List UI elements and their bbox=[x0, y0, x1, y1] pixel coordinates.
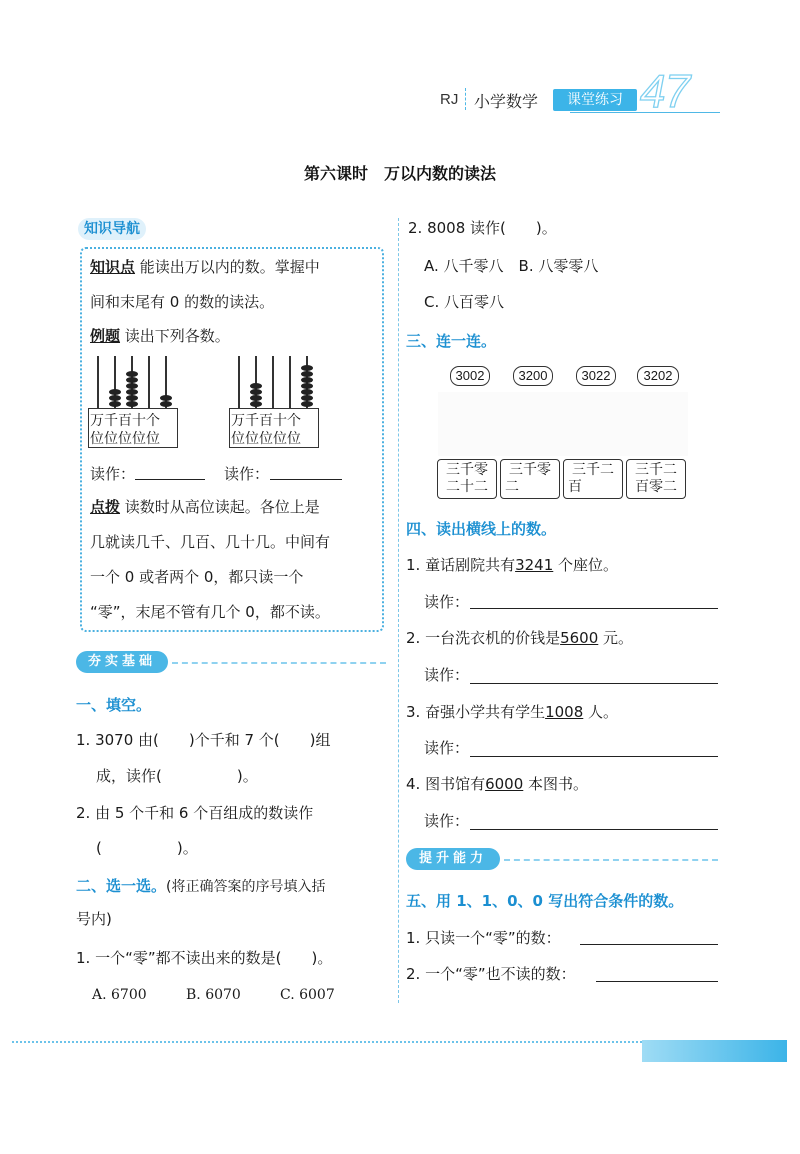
section1-q1-line2: 成，读作( )。 bbox=[96, 767, 258, 785]
section4-item-2 bbox=[406, 628, 633, 648]
connect-reading-4[interactable] bbox=[626, 459, 686, 499]
section2-q2: 2. 8008 读作( )。 bbox=[408, 219, 557, 237]
section4-item-1 bbox=[406, 555, 618, 575]
knowledge-point-text-1: 能读出万以内的数。掌握中 bbox=[139, 258, 320, 276]
example-text: 读出下列各数。 bbox=[124, 327, 230, 345]
section4-answer-line-4[interactable] bbox=[470, 829, 718, 830]
tip-text-1: 读数时从高位读起。各位上是 bbox=[124, 498, 320, 516]
connect-reading-1-line2: 二十二 bbox=[446, 479, 488, 495]
abacus-1-place-labels-top: 万千百十个 bbox=[90, 413, 160, 429]
section2-q2-options-line1: A. 八千零八 B. 八零零八 bbox=[424, 257, 599, 275]
read-label-1: 读作： bbox=[90, 465, 136, 483]
knowledge-point-line-1 bbox=[90, 257, 320, 277]
advance-band bbox=[406, 848, 720, 870]
subject-label: 小学数学 bbox=[474, 92, 539, 111]
section4-answer-line-2[interactable] bbox=[470, 683, 718, 684]
advance-band-dash bbox=[504, 859, 718, 861]
section4-read-label-2: 读作： bbox=[424, 666, 470, 684]
connect-reading-4-line1: 三千二 bbox=[635, 462, 677, 478]
read-answer-blank-2[interactable] bbox=[270, 464, 342, 480]
knowledge-nav-label: 知识导航 bbox=[78, 218, 146, 240]
read-answer-blank-1[interactable] bbox=[135, 464, 205, 480]
section4-item-1-number: 3241 bbox=[515, 556, 554, 574]
connect-reading-2-line1: 三千零 bbox=[509, 462, 551, 478]
basic-band-dash bbox=[172, 662, 386, 664]
connect-reading-3-line1: 三千二 bbox=[572, 462, 614, 478]
section4-item-1-pre: 1. 童话剧院共有 bbox=[406, 556, 516, 574]
connect-reading-2-line2: 二 bbox=[505, 479, 519, 495]
section5-title: 五、用 1、1、0、0 写出符合条件的数。 bbox=[406, 892, 684, 910]
connect-reading-2[interactable] bbox=[500, 459, 560, 499]
section4-item-1-post: 个座位。 bbox=[553, 556, 619, 574]
section1-title: 一、填空。 bbox=[76, 696, 152, 714]
section4-item-3-number: 1008 bbox=[545, 703, 584, 721]
footer-bar bbox=[642, 1040, 787, 1062]
section5-answer-line-2[interactable] bbox=[596, 981, 718, 982]
section4-read-label-4: 读作： bbox=[424, 812, 470, 830]
page-title: 第六课时 万以内数的读法 bbox=[303, 164, 496, 183]
section4-item-2-number: 5600 bbox=[560, 629, 599, 647]
abacus-1 bbox=[88, 356, 178, 448]
read-label-2: 读作： bbox=[224, 465, 270, 483]
section4-item-3-pre: 3. 奋强小学共有学生 bbox=[406, 703, 546, 721]
section2-title-line bbox=[76, 875, 325, 897]
abacus-2-place-labels-top: 万千百十个 bbox=[231, 413, 301, 429]
example-line bbox=[90, 326, 230, 346]
connect-number-3[interactable]: 3022 bbox=[576, 366, 616, 386]
connect-reading-3-line2: 百 bbox=[568, 479, 582, 495]
connect-number-1[interactable]: 3002 bbox=[450, 366, 490, 386]
section4-title: 四、读出横线上的数。 bbox=[406, 520, 557, 538]
connect-reading-1-line1: 三千零 bbox=[446, 462, 488, 478]
section1-q1-line1: 1. 3070 由( )个千和 7 个( )组 bbox=[76, 731, 331, 749]
section5-answer-line-1[interactable] bbox=[580, 944, 718, 945]
section5-q2: 2. 一个“零”也不读的数： bbox=[406, 965, 576, 983]
section4-item-2-post: 元。 bbox=[598, 629, 634, 647]
tip-label: 点拨 bbox=[90, 498, 121, 516]
section2-q1-option-a: A. 6700 bbox=[92, 987, 147, 1003]
section2-q1-option-c: C. 6007 bbox=[280, 987, 335, 1003]
section2-q1: 1. 一个“零”都不读出来的数是( )。 bbox=[76, 949, 333, 967]
tip-line-1 bbox=[90, 497, 320, 517]
connect-number-4[interactable]: 3202 bbox=[637, 366, 679, 386]
footer-dashed-line bbox=[12, 1041, 642, 1043]
section2-q2-options-line2: C. 八百零八 bbox=[424, 293, 505, 311]
section5-q1: 1. 只读一个“零”的数： bbox=[406, 929, 561, 947]
connect-reading-1[interactable] bbox=[437, 459, 497, 499]
connect-reading-4-line2: 百零二 bbox=[635, 479, 677, 495]
section4-item-4 bbox=[406, 774, 588, 794]
section4-answer-line-3[interactable] bbox=[470, 756, 718, 757]
example-label: 例题 bbox=[90, 327, 121, 345]
section1-q2-line1: 2. 由 5 个千和 6 个百组成的数读作 bbox=[76, 804, 314, 822]
connect-area[interactable] bbox=[438, 392, 688, 456]
lesson-tag: 课堂练习 bbox=[553, 89, 637, 111]
header-divider bbox=[465, 88, 466, 110]
header-underline bbox=[570, 112, 720, 113]
section4-item-4-post: 本图书。 bbox=[523, 775, 589, 793]
connect-reading-3[interactable] bbox=[563, 459, 623, 499]
abacus-2-place-labels-bottom: 位位位位位 bbox=[231, 431, 301, 447]
section2-title: 二、选一选。 bbox=[76, 877, 167, 895]
tip-text-2: 几就读几千、几百、几十几。中间有 bbox=[90, 533, 331, 551]
section4-read-label-1: 读作： bbox=[424, 593, 470, 611]
section4-item-2-pre: 2. 一台洗衣机的价钱是 bbox=[406, 629, 561, 647]
knowledge-point-label: 知识点 bbox=[90, 258, 136, 276]
section2-note-line2: 号内) bbox=[76, 910, 112, 928]
column-divider bbox=[398, 218, 399, 1003]
section4-item-3-post: 人。 bbox=[583, 703, 619, 721]
advance-band-chip: 提升能力 bbox=[406, 848, 500, 870]
section4-item-4-pre: 4. 图书馆有 bbox=[406, 775, 486, 793]
section4-item-4-number: 6000 bbox=[485, 775, 524, 793]
page-number: 47 bbox=[640, 65, 690, 117]
section2-note: (将正确答案的序号填入括 bbox=[166, 879, 326, 895]
section1-q2-line2: ( )。 bbox=[96, 839, 198, 857]
abacus-2 bbox=[229, 356, 319, 448]
abacus-1-place-labels-bottom: 位位位位位 bbox=[90, 431, 160, 447]
section3-title: 三、连一连。 bbox=[406, 332, 497, 350]
tip-text-4: “零”，末尾不管有几个 0，都不读。 bbox=[90, 603, 330, 621]
connect-number-2[interactable]: 3200 bbox=[513, 366, 553, 386]
knowledge-point-text-2: 间和末尾有 0 的数的读法。 bbox=[90, 293, 275, 311]
basic-band-chip: 夯实基础 bbox=[76, 651, 168, 673]
section4-item-3 bbox=[406, 702, 618, 722]
section4-read-label-3: 读作： bbox=[424, 739, 470, 757]
tip-text-3: 一个 0 或者两个 0，都只读一个 bbox=[90, 568, 304, 586]
basic-band bbox=[76, 651, 388, 673]
edition-label: RJ bbox=[440, 91, 459, 108]
section4-answer-line-1[interactable] bbox=[470, 608, 718, 609]
section2-q1-option-b: B. 6070 bbox=[186, 987, 241, 1003]
